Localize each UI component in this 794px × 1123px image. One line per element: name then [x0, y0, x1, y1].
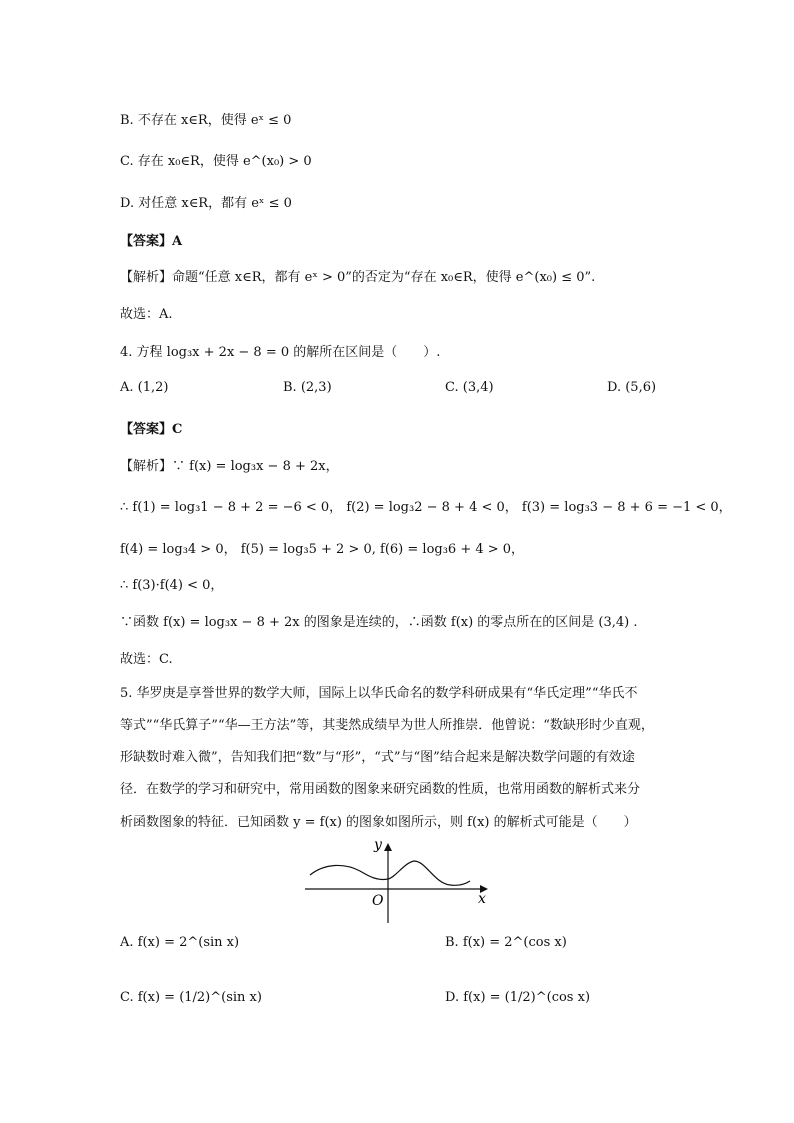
question-4: 4. 方程 log₃x + 2x − 8 = 0 的解所在区间是（ ）.: [120, 345, 441, 360]
explanation-q4-line2: ∴ f(1) = log₃1 − 8 + 2 = −6 < 0， f(2) = log₃2 − 8 + 4 < 0， f(3) = log₃3 − 8 + 6 = −1 < 0，: [120, 500, 732, 515]
y-axis-arrow: [384, 843, 392, 851]
curve: [310, 861, 470, 885]
option-c: C. 存在 x₀∈R，使得 e^(x₀) > 0: [120, 154, 312, 169]
selection-q4: 故选：C.: [120, 652, 173, 667]
function-graph: [300, 833, 495, 925]
option-d: D. 对任意 x∈R，都有 eˣ ≤ 0: [120, 196, 292, 211]
question-5-line3: 形缺数时难入微”，告知我们把“数”与“形”，“式”与“图”结合起来是解决数学问题的有效途: [120, 750, 635, 765]
question-5-line1: 5. 华罗庚是享誉世界的数学大师，国际上以华氏命名的数学科研成果有“华氏定理”“华氏不: [120, 686, 638, 701]
answer-q4: 【答案】C: [120, 422, 183, 437]
origin-label: O: [372, 893, 384, 909]
x-axis-label: x: [478, 891, 486, 907]
explanation-q4-line1: 【解析】∵ f(x) = log₃x − 8 + 2x，: [120, 459, 339, 474]
question-5-line5: 析函数图象的特征．已知函数 y = f(x) 的图象如图所示，则 f(x) 的解析式可能是（ ）: [120, 815, 637, 830]
answer-q3: 【答案】A: [120, 234, 183, 249]
q5-option-b: B. f(x) = 2^(cos x): [445, 935, 567, 950]
q4-option-d: D. (5,6): [607, 380, 657, 395]
explanation-q4-line5: ∵函数 f(x) = log₃x − 8 + 2x 的图象是连续的，∴函数 f(x) 的零点所在的区间是 (3,4) .: [120, 615, 638, 630]
q4-option-a: A. (1,2): [120, 380, 169, 395]
question-5-line4: 径．在数学的学习和研究中，常用函数的图象来研究函数的性质，也常用函数的解析式来分: [120, 782, 641, 797]
explanation-q3: 【解析】命题“任意 x∈R，都有 eˣ > 0”的否定为“存在 x₀∈R，使得 e^(x₀) ≤ 0”.: [120, 270, 596, 285]
selection-q3: 故选：A.: [120, 307, 173, 322]
q4-option-c: C. (3,4): [445, 380, 494, 395]
q5-option-a: A. f(x) = 2^(sin x): [120, 935, 240, 950]
q5-option-d: D. f(x) = (1/2)^(cos x): [445, 990, 591, 1005]
explanation-q4-line4: ∴ f(3)·f(4) < 0，: [120, 578, 224, 593]
q5-option-c: C. f(x) = (1/2)^(sin x): [120, 990, 262, 1005]
y-axis-label: y: [374, 837, 382, 853]
option-b: B. 不存在 x∈R，使得 eˣ ≤ 0: [120, 113, 292, 128]
question-5-line2: 等式”“华氏算子”“华—王方法”等，其斐然成绩早为世人所推崇．他曾说：“数缺形时少直观，: [120, 718, 654, 733]
q4-option-b: B. (2,3): [283, 380, 332, 395]
explanation-q4-line3: f(4) = log₃4 > 0， f(5) = log₃5 + 2 > 0, f(6) = log₃6 + 4 > 0，: [120, 542, 525, 557]
